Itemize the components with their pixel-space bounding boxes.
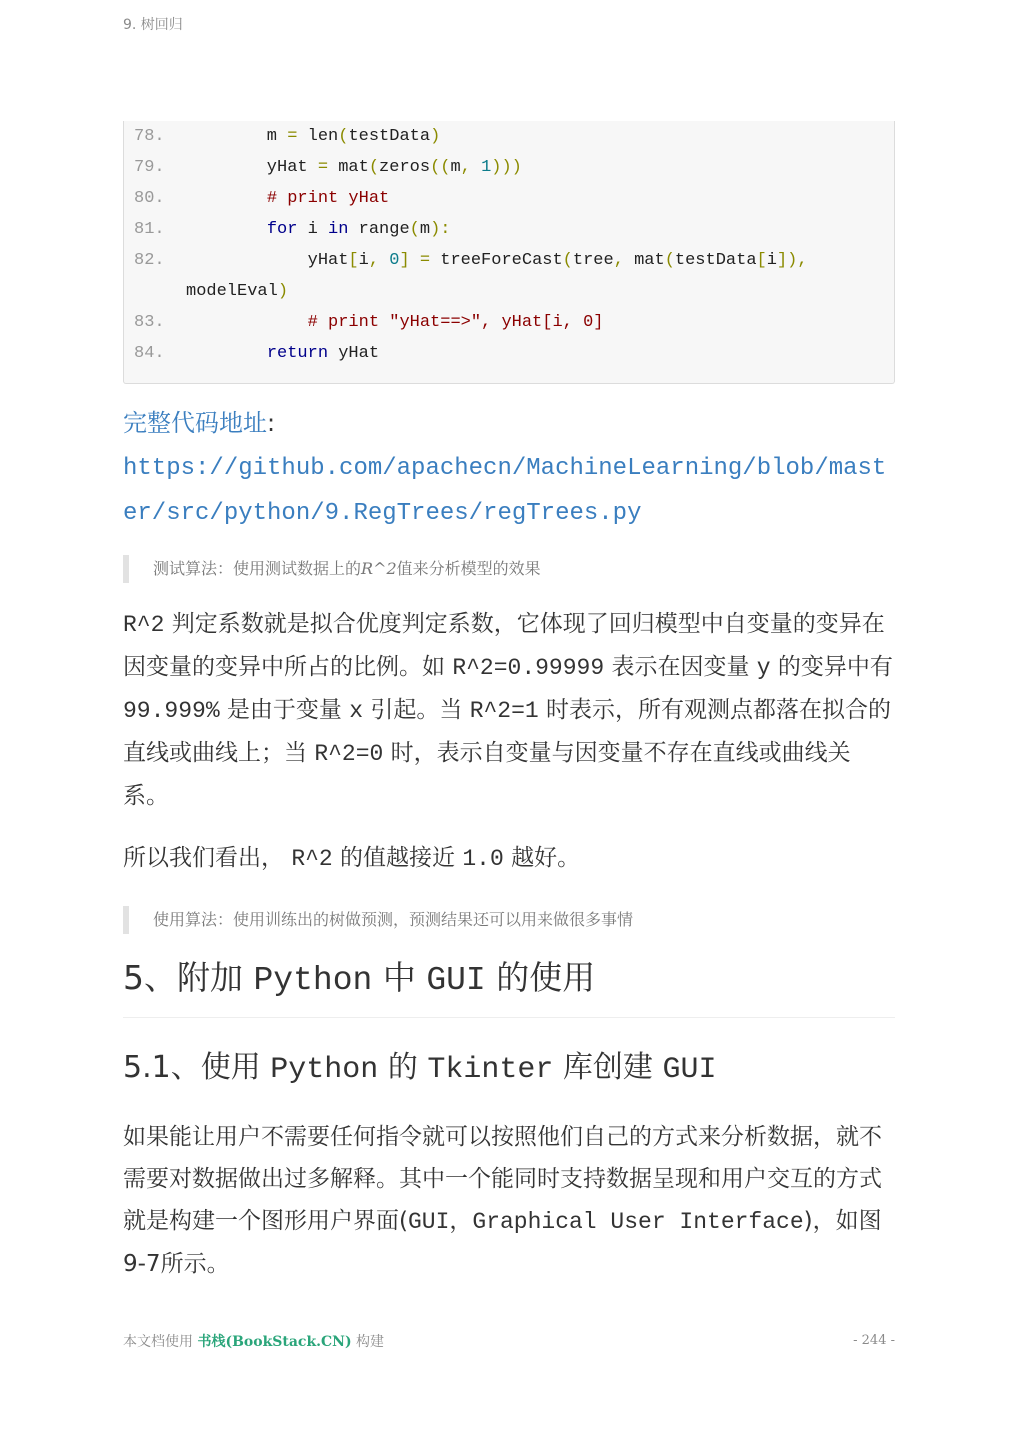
source-link-block xyxy=(123,402,895,535)
section-heading-5-1: 5.1、使用 Python 的 Tkinter 库创建 GUI xyxy=(123,1050,717,1087)
footer-credit xyxy=(123,1331,384,1351)
page-content xyxy=(123,121,895,1285)
code-line-continuation: modelEval) xyxy=(186,282,289,301)
quote-text: 值来分析模型的效果 xyxy=(396,559,541,578)
math-r2: R^2 xyxy=(361,559,397,578)
line-number: 80. xyxy=(134,189,165,208)
blockquote-use-algorithm: 使用算法：使用训练出的树做预测，预测结果还可以用来做很多事情 xyxy=(123,906,895,934)
line-number: 83. xyxy=(134,313,165,332)
code-line: 84. return yHat xyxy=(134,338,884,369)
footer-prefix: 本文档使用 xyxy=(123,1334,198,1350)
line-number: 78. xyxy=(134,127,165,146)
blockquote-test-algorithm xyxy=(123,555,895,583)
section-heading-5: 5、附加 Python 中 GUI 的使用 xyxy=(123,956,895,1018)
line-number: 81. xyxy=(134,220,165,239)
code-line: 79. yHat = mat(zeros((m, 1))) xyxy=(134,152,884,183)
quote-text: 测试算法：使用测试数据上的 xyxy=(153,559,362,578)
line-number: 82. xyxy=(134,251,165,270)
footer-suffix: 构建 xyxy=(351,1334,385,1350)
code-line: 82. yHat[i, 0] = treeForeCast(tree, mat(testData[i]), xyxy=(134,245,884,276)
code-line: 83. # print "yHat==>", yHat[i, 0] xyxy=(134,307,884,338)
code-line: 78. m = len(testData) xyxy=(134,121,884,152)
line-number: 79. xyxy=(134,158,165,177)
source-url-link[interactable]: https://github.com/apachecn/MachineLearning/blob/master/src/python/9.RegTrees/regTrees.py xyxy=(123,455,887,527)
paragraph-gui-intro: 如果能让用户不需要任何指令就可以按照他们自己的方式来分析数据，就不需要对数据做出过多解释。其中一个能同时支持数据呈现和用户交互的方式就是构建一个图形用户界面(GUI，Graphical User Interface)，如图9-7所示。 xyxy=(123,1124,882,1277)
code-line: 81. for i in range(m): xyxy=(134,214,884,245)
paragraph-r2-conclusion: 所以我们看出， R^2 的值越接近 1.0 越好。 xyxy=(123,845,581,872)
bookstack-link[interactable]: 书栈(BookStack.CN) xyxy=(197,1334,352,1350)
code-line: 80. # print yHat xyxy=(134,183,884,214)
paragraph-r2-explanation: R^2 判定系数就是拟合优度判定系数，它体现了回归模型中自变量的变异在因变量的变异中所占的比例。如 R^2=0.99999 表示在因变量 y 的变异中有 99.999% 是由于变量 x 引起。当 R^2=1 时表示，所有观测点都落在拟合的直线或曲线上；当 R^2=0 时，表示自变量与因变量不存在直线或曲线关系。 xyxy=(123,611,893,809)
code-block xyxy=(123,121,895,384)
colon: : xyxy=(267,409,276,437)
source-link-label[interactable]: 完整代码地址 xyxy=(123,409,267,437)
line-number: 84. xyxy=(134,344,165,363)
chapter-header: 9. 树回归 xyxy=(123,17,183,33)
page-number: - 244 - xyxy=(853,1333,895,1348)
